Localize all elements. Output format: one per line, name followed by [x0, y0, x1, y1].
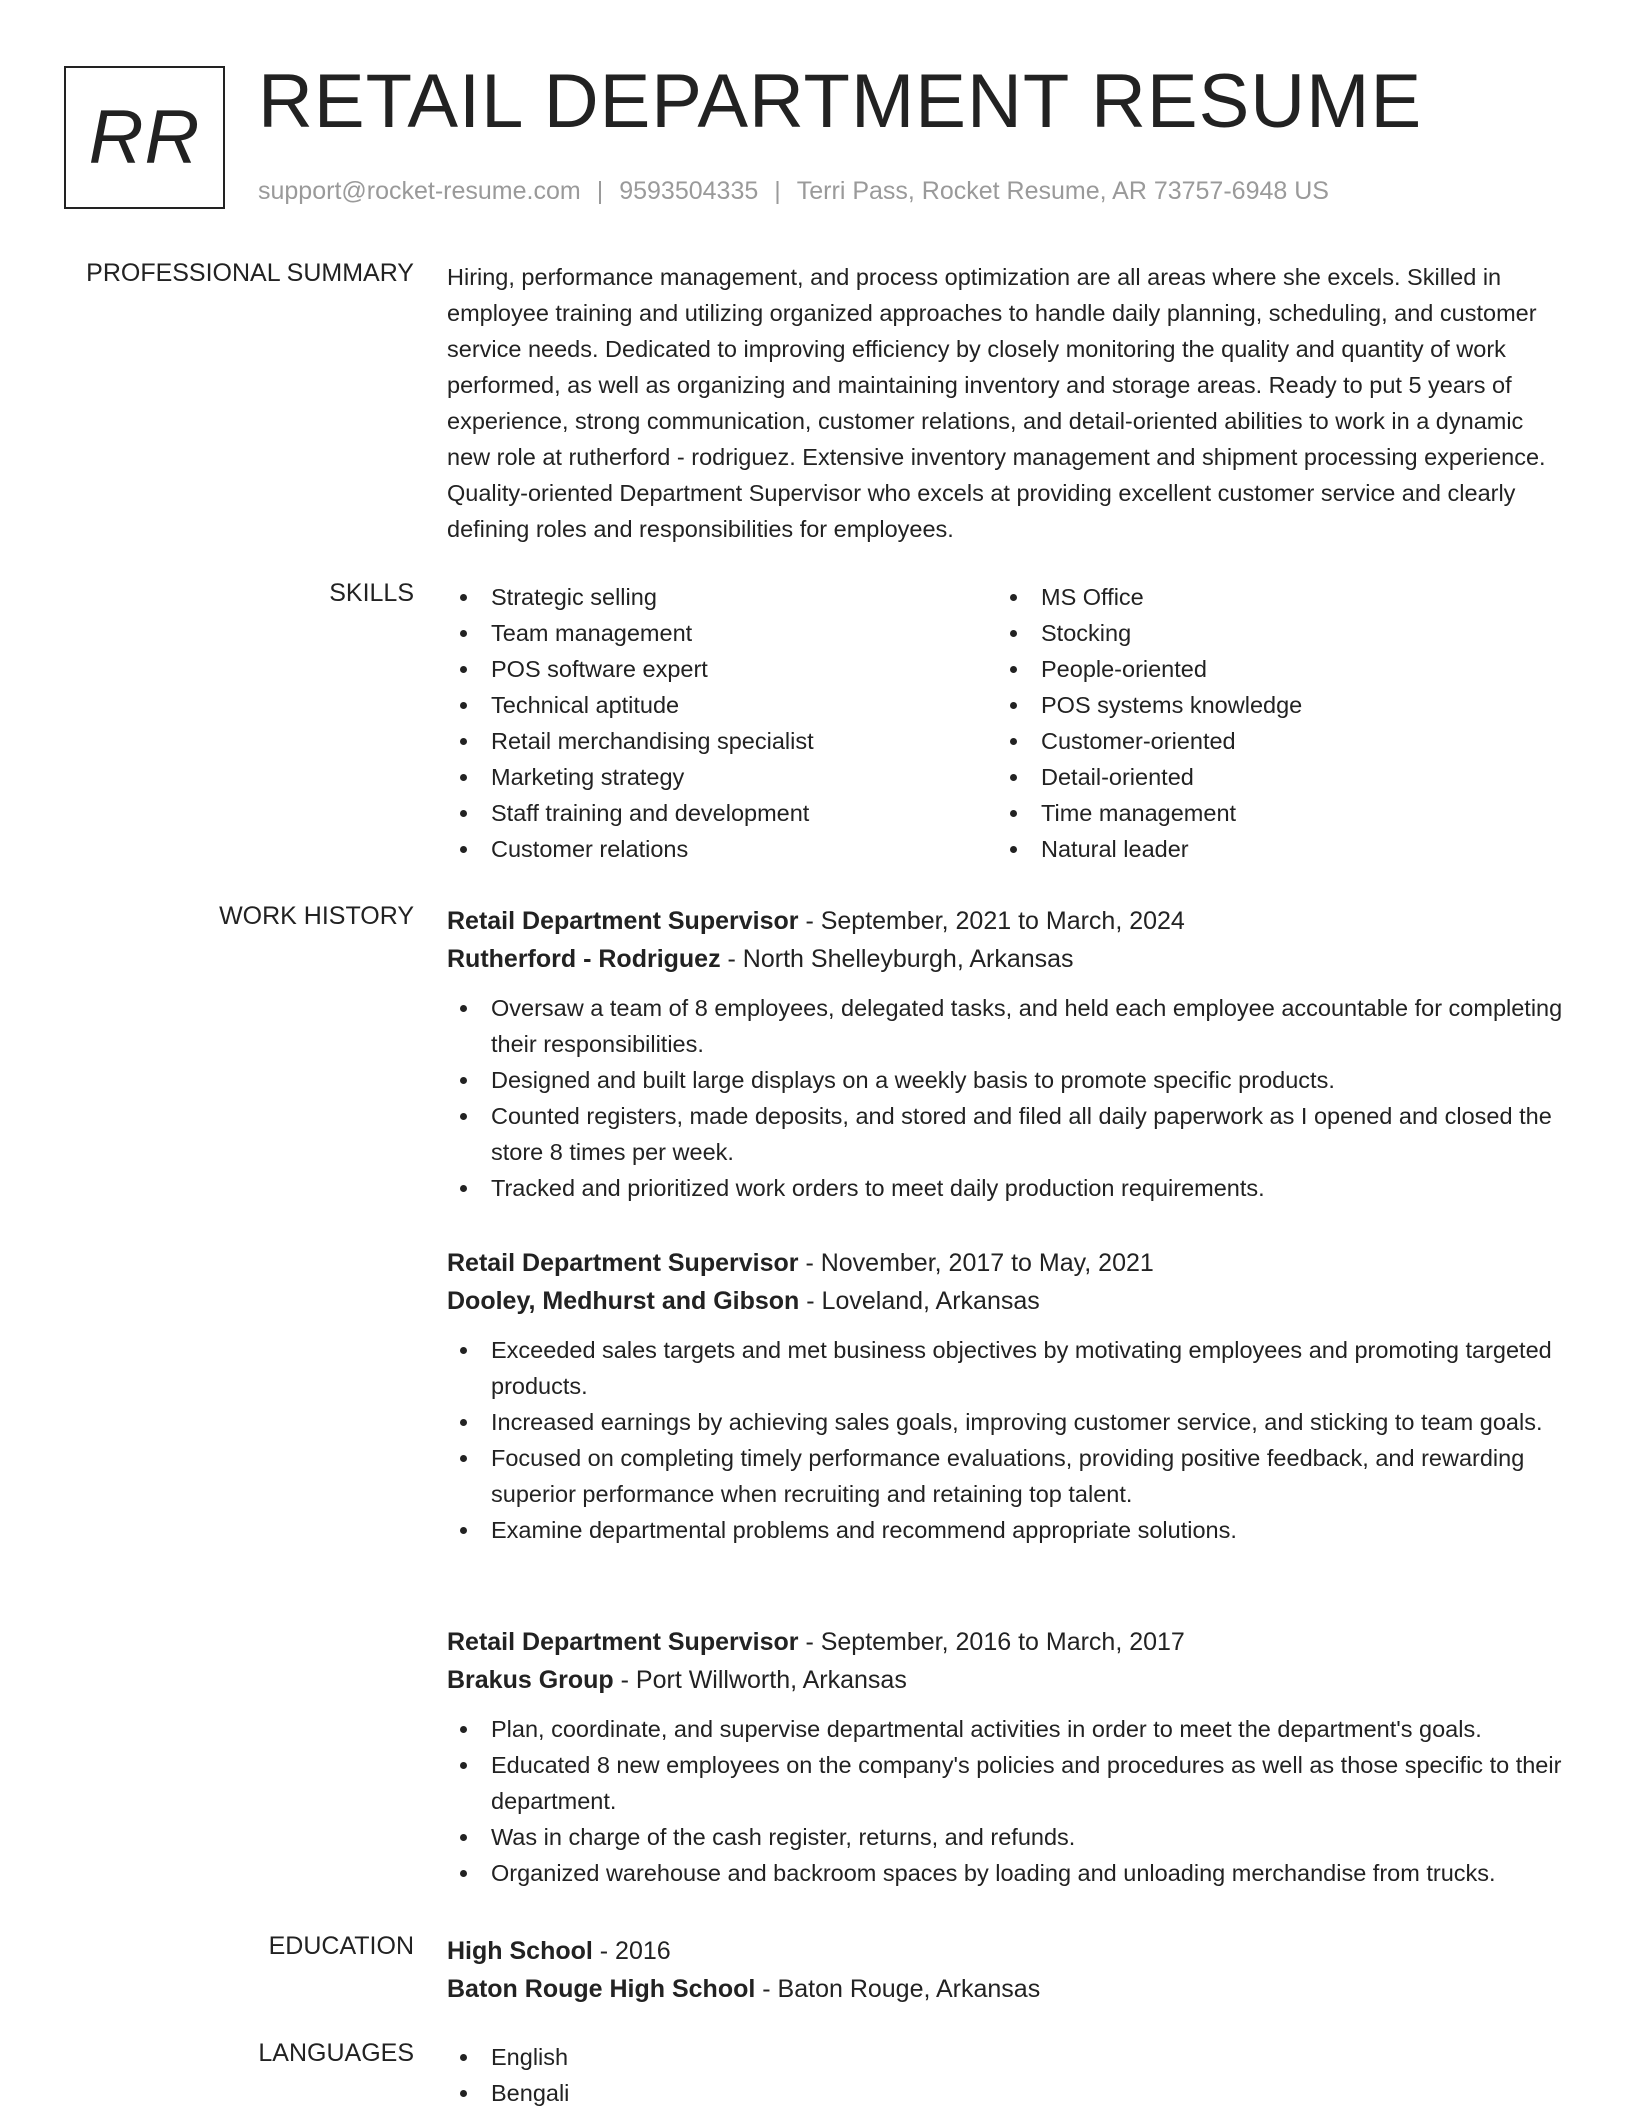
- skill-item: Time management: [997, 795, 1517, 831]
- resume-title: RETAIL DEPARTMENT RESUME: [258, 59, 1423, 144]
- job-location: - Port Willworth, Arkansas: [613, 1666, 907, 1694]
- job-title-line: [447, 1244, 1572, 1282]
- work-history-heading: WORK HISTORY: [219, 902, 414, 930]
- job-dates: - November, 2017 to May, 2021: [798, 1249, 1154, 1277]
- job-bullet: Plan, coordinate, and supervise departmental activities in order to meet the department's goals.: [447, 1711, 1572, 1747]
- job-company: Rutherford - Rodriguez: [447, 945, 721, 973]
- contact-separator: |: [596, 177, 604, 205]
- education-school-line: [447, 1970, 1572, 2008]
- skill-item: POS software expert: [447, 651, 967, 687]
- job-bullet-list: [447, 1711, 1572, 1891]
- contact-line: [258, 177, 1329, 206]
- job-entry: [447, 1244, 1572, 1548]
- languages-heading: LANGUAGES: [258, 2039, 414, 2067]
- skill-item: MS Office: [997, 579, 1517, 615]
- skill-item: People-oriented: [997, 651, 1517, 687]
- monogram-box: [64, 66, 225, 209]
- job-dates: - September, 2016 to March, 2017: [798, 1628, 1185, 1656]
- job-title-line: [447, 902, 1572, 940]
- languages-section: [447, 2039, 1572, 2111]
- skill-item: POS systems knowledge: [997, 687, 1517, 723]
- education-year: - 2016: [592, 1937, 671, 1965]
- job-company-line: [447, 940, 1572, 978]
- skills-list-right: [997, 579, 1517, 867]
- skill-item: Natural leader: [997, 831, 1517, 867]
- contact-email[interactable]: support@rocket-resume.com: [258, 177, 581, 205]
- language-item: English: [447, 2039, 1572, 2075]
- skill-item: Strategic selling: [447, 579, 967, 615]
- language-item: Bengali: [447, 2075, 1572, 2111]
- skill-item: Marketing strategy: [447, 759, 967, 795]
- education-degree-line: [447, 1932, 1572, 1970]
- education-location: - Baton Rouge, Arkansas: [755, 1975, 1041, 2003]
- job-title: Retail Department Supervisor: [447, 1628, 799, 1656]
- job-company: Brakus Group: [447, 1666, 614, 1694]
- job-bullet: Educated 8 new employees on the company's policies and procedures as well as those specific to their department.: [447, 1747, 1572, 1819]
- contact-separator: |: [774, 177, 781, 205]
- job-bullet-list: [447, 990, 1572, 1206]
- skills-list-left: [447, 579, 967, 867]
- skill-item: Customer-oriented: [997, 723, 1517, 759]
- skill-item: Staff training and development: [447, 795, 967, 831]
- job-title: Retail Department Supervisor: [447, 907, 799, 935]
- job-location: - Loveland, Arkansas: [799, 1287, 1040, 1315]
- summary-heading: PROFESSIONAL SUMMARY: [86, 259, 414, 287]
- skills-section: [447, 579, 1572, 869]
- job-bullet: Focused on completing timely performance evaluations, providing positive feedback, and rewarding superior performance when recruiting and retaining top talent.: [447, 1440, 1572, 1512]
- job-entry: [447, 902, 1572, 1206]
- job-bullet: Tracked and prioritized work orders to meet daily production requirements.: [447, 1170, 1572, 1206]
- job-bullet: Was in charge of the cash register, returns, and refunds.: [447, 1819, 1572, 1855]
- skill-item: Stocking: [997, 615, 1517, 651]
- job-company: Dooley, Medhurst and Gibson: [447, 1287, 800, 1315]
- skill-item: Team management: [447, 615, 967, 651]
- monogram-initials: RR: [88, 95, 201, 180]
- job-bullet: Increased earnings by achieving sales goals, improving customer service, and sticking to team goals.: [447, 1404, 1572, 1440]
- skill-item: Customer relations: [447, 831, 967, 867]
- job-bullet: Organized warehouse and backroom spaces by loading and unloading merchandise from trucks.: [447, 1855, 1572, 1891]
- skill-item: Retail merchandising specialist: [447, 723, 967, 759]
- job-bullet: Designed and built large displays on a weekly basis to promote specific products.: [447, 1062, 1572, 1098]
- skill-item: Technical aptitude: [447, 687, 967, 723]
- job-company-line: [447, 1282, 1572, 1320]
- job-title-line: [447, 1623, 1572, 1661]
- job-bullet: Exceeded sales targets and met business objectives by motivating employees and promoting targeted products.: [447, 1332, 1572, 1404]
- job-bullet: Oversaw a team of 8 employees, delegated tasks, and held each employee accountable for completing their responsibilities.: [447, 990, 1572, 1062]
- education-heading: EDUCATION: [268, 1932, 414, 1960]
- contact-phone[interactable]: 9593504335: [619, 177, 759, 205]
- skill-item: Detail-oriented: [997, 759, 1517, 795]
- job-company-line: [447, 1661, 1572, 1699]
- skills-heading: SKILLS: [329, 579, 414, 607]
- summary-text: Hiring, performance management, and process optimization are all areas where she excels. Skilled in employee training and utilizing organized approaches to handle daily planning, scheduling, and customer service needs. Dedicated to improving efficiency by closely monitoring the quality and quantity of work performed, as well as organizing and maintaining inventory and storage areas. Ready to put 5 years of experience, strong communication, customer relations, and detail-oriented abilities to work in a dynamic new role at rutherford - rodriguez. Extensive inventory management and shipment processing experience. Quality-oriented Department Supervisor who excels at providing excellent customer service and clearly defining roles and responsibilities for employees.: [447, 264, 1546, 542]
- job-title: Retail Department Supervisor: [447, 1249, 799, 1277]
- job-bullet: Examine departmental problems and recommend appropriate solutions.: [447, 1512, 1572, 1548]
- education-entry: [447, 1932, 1572, 2008]
- job-dates: - September, 2021 to March, 2024: [798, 907, 1185, 935]
- job-location: - North Shelleyburgh, Arkansas: [720, 945, 1074, 973]
- contact-address: Terri Pass, Rocket Resume, AR 73757-6948 US: [796, 177, 1329, 205]
- education-school: Baton Rouge High School: [447, 1975, 756, 2003]
- education-degree: High School: [447, 1937, 593, 1965]
- job-bullet: Counted registers, made deposits, and stored and filed all daily paperwork as I opened and closed the store 8 times per week.: [447, 1098, 1572, 1170]
- job-bullet-list: [447, 1332, 1572, 1548]
- job-entry: [447, 1623, 1572, 1891]
- languages-list: [447, 2039, 1572, 2111]
